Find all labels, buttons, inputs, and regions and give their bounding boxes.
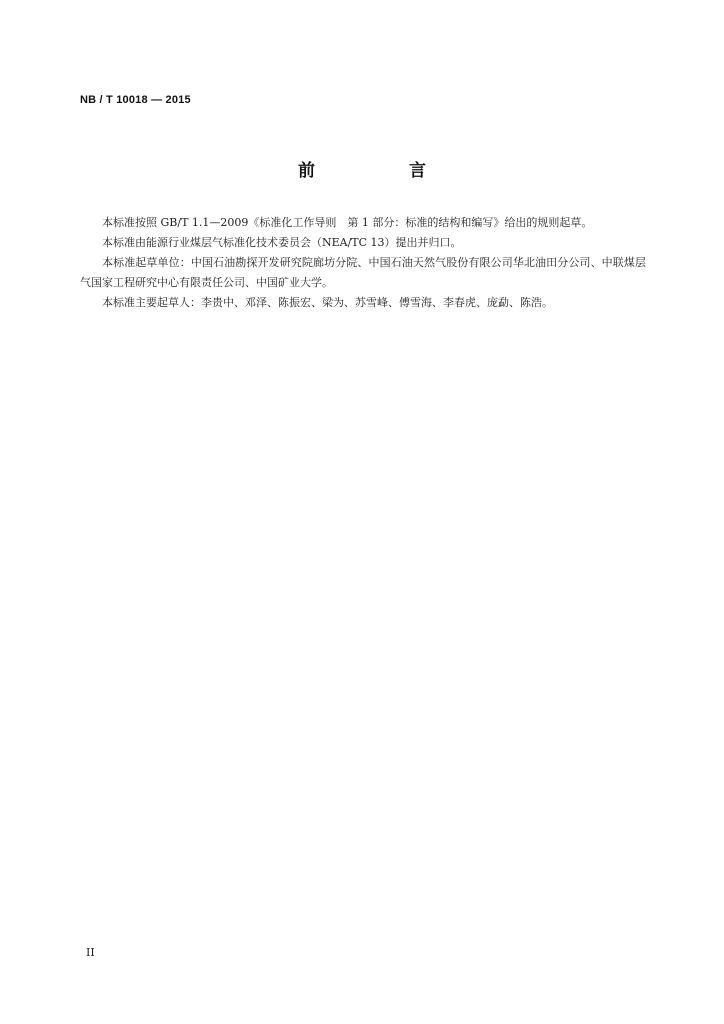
page-title: 前 言 xyxy=(298,161,470,181)
paragraph-proposer: 本标准由能源行业煤层气标准化技术委员会（NEA/TC 13）提出并归口。 xyxy=(102,236,462,249)
paragraph-drafters: 本标准主要起草人：李贵中、邓泽、陈振宏、梁为、苏雪峰、傅雪海、李春虎、庞勐、陈浩。 xyxy=(102,296,553,309)
paragraph-drafting-rules: 本标准按照 GB/T 1.1—2009《标准化工作导则 第 1 部分：标准的结构和编写》给出的规则起草。 xyxy=(102,216,593,229)
document-code: NB / T 10018 — 2015 xyxy=(80,94,191,106)
page-number: II xyxy=(86,946,95,959)
foreword-body xyxy=(80,213,646,313)
paragraph-drafting-units: 本标准起草单位：中国石油勘探开发研究院廊坊分院、中国石油天然气股份有限公司华北油田分公司、中联煤层气国家工程研究中心有限责任公司、中国矿业大学。 xyxy=(80,256,646,289)
